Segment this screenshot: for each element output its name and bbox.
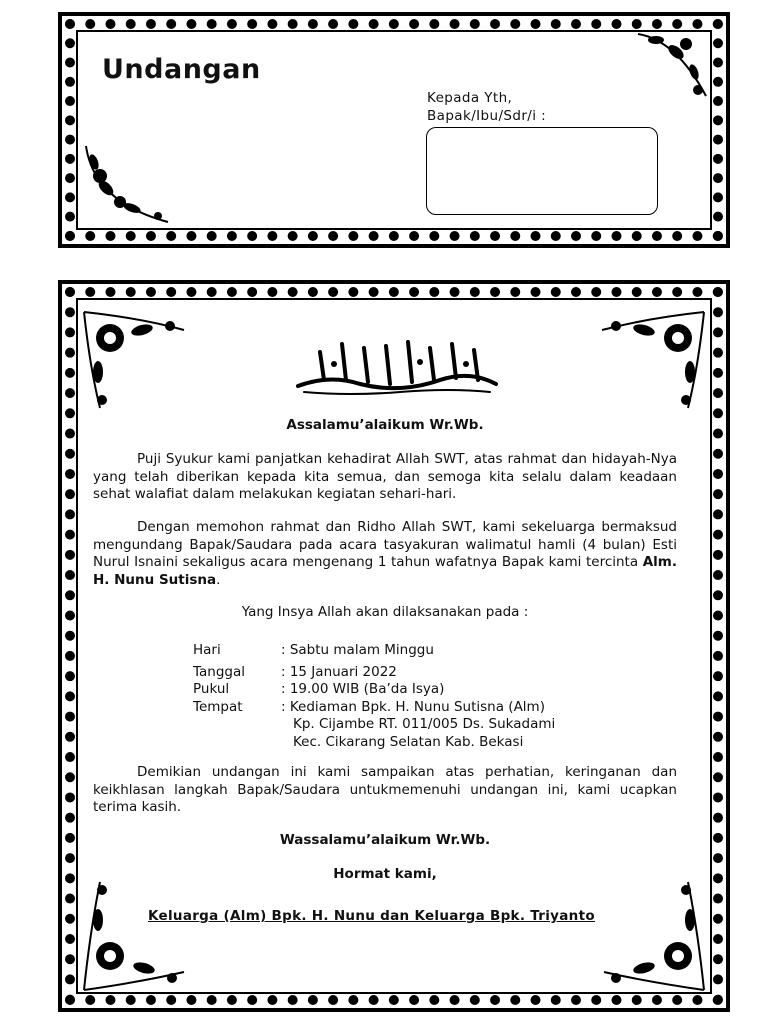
signature: Keluarga (Alm) Bpk. H. Nunu dan Keluarga Bpk. Triyanto bbox=[148, 908, 595, 924]
honoree-name: Alm. H. Nunu Sutisna bbox=[93, 554, 677, 588]
regards: Hormat kami, bbox=[333, 866, 437, 882]
floral-corner-bottom-right-icon bbox=[600, 876, 708, 994]
floral-corner-top-right-icon bbox=[636, 30, 710, 100]
greeting: Assalamu’alaikum Wr.Wb. bbox=[286, 417, 484, 433]
floral-corner-bottom-left-icon bbox=[80, 142, 172, 228]
address-continuation: Kp. Cijambe RT. 011/005 Ds. Sukadami bbox=[293, 716, 556, 732]
basmala-calligraphy-icon bbox=[290, 334, 506, 400]
recipient-name-box bbox=[426, 127, 658, 215]
detail-row-date: Tanggal : 15 Januari 2022 bbox=[193, 663, 397, 680]
detail-row-place: Tempat : Kediaman Bpk. H. Nunu Sutisna (Alm) bbox=[193, 698, 545, 715]
detail-row-time: Pukul : 19.00 WIB (Ba’da Isya) bbox=[193, 681, 445, 697]
address-line: Kepada Yth, bbox=[427, 90, 513, 106]
detail-row-day: Hari : Sabtu malam Minggu bbox=[193, 642, 434, 658]
envelope-title: Undangan bbox=[102, 54, 261, 85]
farewell: Wassalamu’alaikum Wr.Wb. bbox=[279, 832, 491, 848]
invitation-paragraph: Dengan memohon rahmat dan Ridho Allah SWT, kami sekeluarga bermaksud mengundang Bapak/Saudara pada acara tasyakuran walimatul hamli (4 bulan) Esti Nurul Isnaini sekaligus acara mengenang 1 tahun wafatnya Bapak kami tercinta Alm. H. Nunu Sutisna. bbox=[93, 519, 677, 588]
event-intro: Yang Insya Allah akan dilaksanakan pada : bbox=[241, 604, 529, 620]
closing-paragraph: Demikian undangan ini kami sampaikan atas perhatian, keringanan dan keikhlasan langkah Bapak/Saudara untukmemenuhi undangan ini, kami ucapkan terima kasih. bbox=[93, 764, 677, 815]
floral-corner-top-right-icon bbox=[598, 308, 708, 412]
address-continuation: Kec. Cikarang Selatan Kab. Bekasi bbox=[293, 733, 524, 750]
opening-paragraph: Puji Syukur kami panjatkan kehadirat Allah SWT, atas rahmat dan hidayah-Nya yang telah diberikan kepada kita semua, dan semoga kita selalu dalam keadaan sehat walafiat dalam melakukan kegiatan sehari-hari. bbox=[93, 451, 677, 502]
floral-corner-top-left-icon bbox=[80, 308, 188, 412]
address-line: Bapak/Ibu/Sdr/i : bbox=[427, 108, 547, 124]
floral-corner-bottom-left-icon bbox=[80, 876, 188, 994]
recipient-address bbox=[427, 89, 546, 125]
event-details bbox=[193, 642, 555, 751]
